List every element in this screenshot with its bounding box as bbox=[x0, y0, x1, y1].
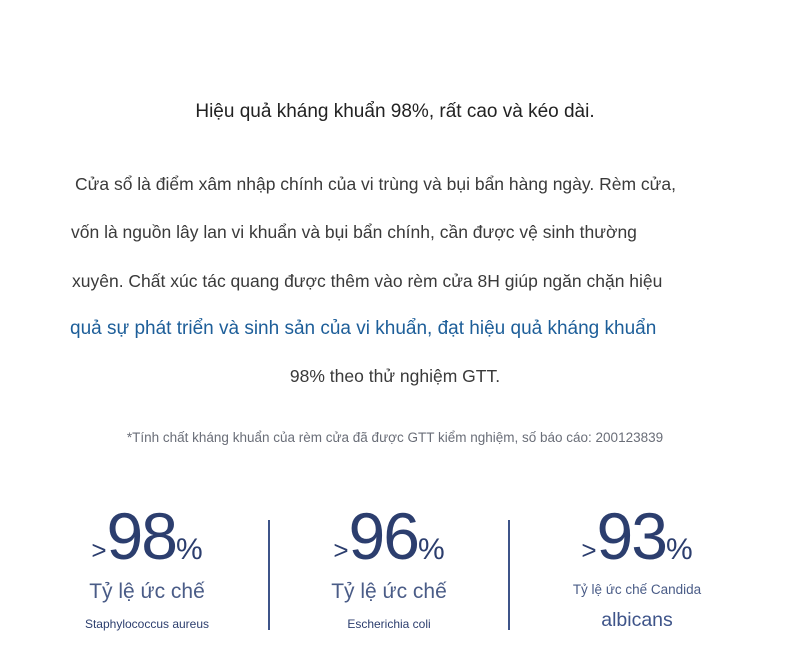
paragraph-line: Cửa sổ là điểm xâm nhập chính của vi trùng và bụi bẩn hàng ngày. Rèm cửa, bbox=[75, 174, 676, 194]
paragraph-line: 98% theo thử nghiệm GTT. bbox=[289, 366, 501, 386]
stat-organism: albicans bbox=[601, 609, 673, 631]
stat-label: Tỷ lệ ức chế Candida bbox=[572, 582, 702, 597]
test-report-footnote: *Tính chất kháng khuẩn của rèm cửa đã được GTT kiểm nghiệm, số báo cáo: 200123839 bbox=[126, 430, 664, 445]
stat-value bbox=[333, 500, 444, 572]
headline: Hiệu quả kháng khuẩn 98%, rất cao và kéo dài. bbox=[195, 101, 595, 122]
stat-suffix: % bbox=[665, 533, 693, 566]
stat-staphylococcus bbox=[27, 500, 267, 631]
stat-value bbox=[91, 500, 202, 572]
stat-divider bbox=[508, 520, 510, 630]
stat-number: 96 bbox=[348, 499, 418, 573]
stat-escherichia bbox=[269, 500, 509, 631]
stat-value bbox=[581, 500, 692, 572]
stat-suffix: % bbox=[417, 533, 445, 566]
paragraph-line: xuyên. Chất xúc tác quang được thêm vào rèm cửa 8H giúp ngăn chặn hiệu bbox=[72, 271, 663, 291]
paragraph-line: vốn là nguồn lây lan vi khuẩn và bụi bẩn chính, cần được vệ sinh thường bbox=[71, 222, 637, 242]
stat-prefix: > bbox=[333, 535, 349, 565]
stat-suffix: % bbox=[175, 533, 203, 566]
stat-number: 93 bbox=[596, 499, 666, 573]
stat-prefix: > bbox=[581, 535, 597, 565]
paragraph-highlight-line: quả sự phát triển và sinh sản của vi khuẩn, đạt hiệu quả kháng khuẩn bbox=[70, 318, 657, 339]
stat-label: Tỷ lệ ức chế bbox=[89, 580, 205, 603]
stat-prefix: > bbox=[91, 535, 107, 565]
stat-candida bbox=[517, 500, 757, 632]
stat-number: 98 bbox=[106, 499, 176, 573]
stat-label: Tỷ lệ ức chế bbox=[331, 580, 447, 603]
stat-organism: Staphylococcus aureus bbox=[84, 617, 210, 631]
stat-organism: Escherichia coli bbox=[347, 617, 431, 631]
